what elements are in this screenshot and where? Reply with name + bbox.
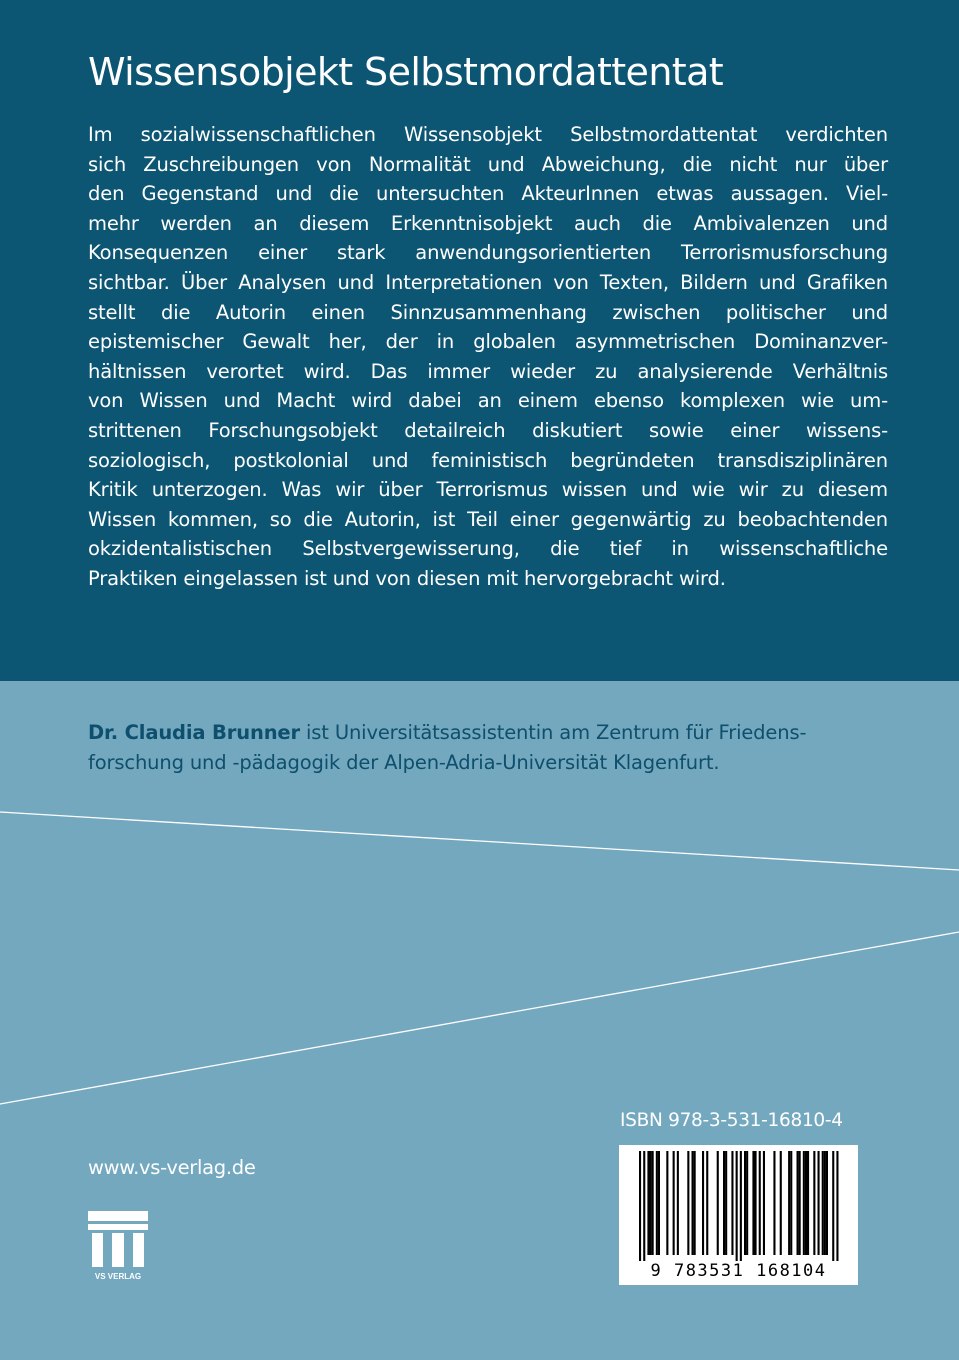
barcode-bar (658, 1151, 660, 1255)
blurb-line: sichtbar. Über Analysen und Interpretationen von Texten, Bildern und Grafiken (88, 270, 888, 294)
barcode-bar (656, 1151, 658, 1255)
logo-text: VS VERLAG (94, 1272, 142, 1281)
book-title: Wissensobjekt Selbstmordattentat (88, 50, 724, 94)
barcode-bar (746, 1151, 748, 1255)
blurb-line: soziologisch, postkolonial und feministisch begründeten transdisziplinären (88, 448, 888, 472)
barcode-bar (692, 1151, 694, 1255)
barcode-bar (666, 1151, 668, 1255)
barcode-bar (759, 1151, 761, 1255)
author-bio-line-2: forschung und -pädagogik der Alpen-Adria-Universität Klagenfurt. (88, 751, 720, 774)
barcode-bar (822, 1151, 824, 1255)
barcode-bar (694, 1151, 696, 1255)
barcode-bar (731, 1151, 733, 1255)
blurb-line: Im sozialwissenschaftlichen Wissensobjekt Selbstmordattentat verdichten (88, 123, 888, 146)
decorative-line (0, 812, 959, 870)
barcode-bar (824, 1151, 826, 1255)
barcode-bar (773, 1151, 775, 1255)
barcode-bar (807, 1151, 809, 1255)
barcode-bar (813, 1151, 815, 1255)
barcode-bar (752, 1151, 754, 1255)
barcode-bar (736, 1151, 738, 1261)
barcode-bar (797, 1151, 799, 1255)
barcode-bar (780, 1151, 782, 1255)
barcode-bar (799, 1151, 801, 1255)
barcode-bar (702, 1151, 704, 1255)
vs-verlag-logo (88, 1211, 148, 1283)
publisher-url[interactable]: www.vs-verlag.de (88, 1156, 256, 1179)
barcode-bar (803, 1151, 805, 1255)
blurb-line: Kritik unterzogen. Was wir über Terrorismus wissen und wie wir zu diesem (88, 478, 888, 502)
barcode-bar (723, 1151, 725, 1255)
barcode-bar (687, 1151, 689, 1255)
barcode-bar (639, 1151, 641, 1261)
blurb-line: Wissen kommen, so die Autorin, ist Teil einer gegenwärtig zu beobachtenden (88, 507, 888, 531)
barcode-bar (826, 1151, 828, 1255)
barcode-bar (744, 1151, 746, 1255)
barcode-bar (790, 1151, 792, 1255)
barcode (619, 1145, 858, 1261)
blurb-line: mehr werden an diesem Erkenntnisobjekt auch die Ambivalenzen und (88, 211, 888, 235)
barcode-digits: 9 783531 168104 (650, 1261, 827, 1281)
barcode-bar (650, 1151, 652, 1255)
blurb-line: epistemischer Gewalt her, der in globalen asymmetrischen Dominanzver- (88, 330, 888, 354)
decorative-line (0, 932, 959, 1104)
blurb-line: sich Zuschreibungen von Normalität und Abweichung, die nicht nur über (88, 152, 888, 176)
barcode-bar (836, 1151, 838, 1261)
barcode-bar (818, 1151, 820, 1255)
barcode-bar (740, 1151, 742, 1261)
blurb-line: von Wissen und Macht wird dabei an einem ebenso komplexen wie um- (88, 389, 888, 413)
author-bio-text-1: ist Universitätsassistentin am Zentrum für Friedens- (299, 721, 807, 744)
blurb-line: stellt die Autorin einen Sinnzusammenhang zwischen politischer und (88, 300, 888, 324)
barcode-bar (755, 1151, 757, 1255)
barcode-bar (832, 1151, 834, 1261)
barcode-bar (805, 1151, 807, 1255)
blurb-line: den Gegenstand und die untersuchten AkteurInnen etwas aussagen. Viel- (88, 182, 888, 206)
barcode-bar (647, 1151, 649, 1255)
barcode-bar (725, 1151, 727, 1255)
blurb-line: hältnissen verortet wird. Das immer wieder zu analysierende Verhältnis (88, 359, 888, 383)
isbn-label: ISBN 978-3-531-16810-4 (620, 1110, 843, 1131)
blurb-line: okzidentalistischen Selbstvergewisserung, die tief in wissenschaftliche (88, 537, 888, 561)
barcode-bar (788, 1151, 790, 1255)
barcode-bar (643, 1151, 645, 1261)
barcode-bar (677, 1151, 679, 1255)
barcode-bar (673, 1151, 675, 1255)
blurb-line: Praktiken eingelassen ist und von diesen mit hervorgebracht wird. (88, 566, 726, 590)
author-name: Dr. Claudia Brunner (88, 721, 300, 744)
barcode-bar (706, 1151, 708, 1255)
barcode-box (619, 1145, 858, 1285)
barcode-bar (763, 1151, 765, 1255)
blurb-line: Konsequenzen einer stark anwendungsorientierten Terrorismusforschung (88, 241, 888, 265)
barcode-bar (717, 1151, 719, 1255)
blurb-line: strittenen Forschungsobjekt detailreich diskutiert sowie einer wissens- (88, 418, 888, 442)
barcode-bar (652, 1151, 654, 1255)
